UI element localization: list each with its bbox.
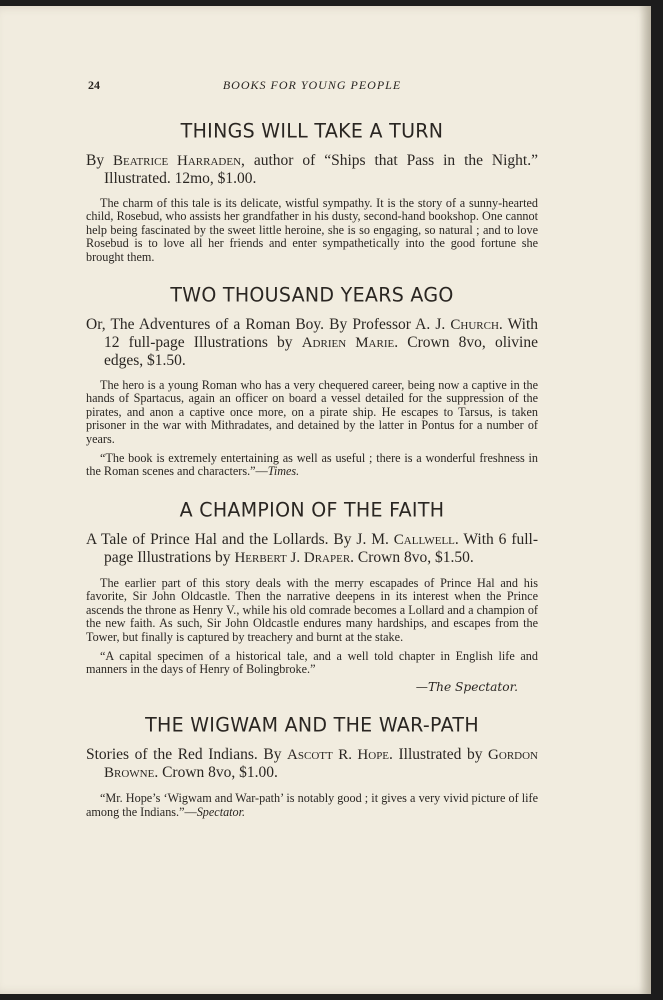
book-page xyxy=(0,6,651,994)
review-quote xyxy=(86,452,538,479)
book-entry-a-champion-of-the-faith xyxy=(86,499,538,694)
page-header xyxy=(86,78,538,96)
byline-text: . With 6 full-page Illustrations by xyxy=(104,530,539,566)
quote-text: “Mr. Hope’s ‘Wigwam and War-path’ is notably good ; it gives a very vivid picture of life among the Indians.”— xyxy=(86,791,538,819)
illustrator-name: Herbert J. Draper xyxy=(234,549,351,566)
review-quote: “A capital specimen of a historical tale, and a well told chapter in English life and manners in the days of Henry of Bolingbroke.” xyxy=(86,648,538,677)
entry-description: The earlier part of this story deals with the merry escapades of Prince Hal and his favorite, Sir John Oldcastle. Then the narrative deepens in its interest when the Prince ascends the throne as Henry V., while his old comrade becomes a Lollard and a champion of the new faith. As such, Sir John Oldcastle endures many hardships, and escapes from the Tower, but finally is captured by treachery and burnt at the stake. xyxy=(86,575,538,644)
book-entry-things-will-take-a-turn xyxy=(86,120,538,264)
author-name: Church xyxy=(450,317,499,334)
illustrator-name: Adrien Marie xyxy=(301,335,395,352)
book-entry-two-thousand-years-ago xyxy=(86,284,538,479)
quote-attribution: —The Spectator. xyxy=(415,679,518,694)
quote-source: Times. xyxy=(267,464,300,479)
byline-text: . Crown 8vo, olivine edges, $1.50. xyxy=(104,334,538,370)
entry-description: The hero is a young Roman who has a very chequered career, being now a captive in the hands of Spartacus, again an officer on board a vessel detailed for the suppression of the pirates, and anon a captive once more, on a pirate ship. He escapes to Tarsus, is taken prisoner in the war with Mithradates, and detained by the latter in Pontus for a number of years. xyxy=(86,378,538,446)
byline-text: Stories of the Red Indians. By xyxy=(86,746,288,764)
page-number: 24 xyxy=(88,78,100,92)
illustrator-name: Gordon Browne xyxy=(104,747,538,782)
entry-title: THINGS WILL TAKE A TURN xyxy=(180,119,444,143)
byline-text: . Illustrated by xyxy=(389,746,489,764)
entry-description: The charm of this tale is its delicate, wistful sympathy. It is the story of a sunny-hearted child, Rosebud, who assists her grandfather in his dusty, second-hand bookshop. One cannot help being fascinated by the sweet little heroine, she is so engaging, so natural ; and to love Rosebud is to love all her friends and enter sympathetically into the good fortune she brought them. xyxy=(86,196,538,264)
byline-text: By xyxy=(86,152,114,169)
entry-byline xyxy=(86,316,538,369)
byline-text: . Crown 8vo, $1.50. xyxy=(350,548,474,566)
author-name: Beatrice Harraden xyxy=(113,153,242,169)
quote-text: “The book is extremely entertaining as well as useful ; there is a wonderful freshness in the Roman scenes and characters.”— xyxy=(86,451,538,479)
byline-text: Or, The Adventures of a Roman Boy. By Professor A. J. xyxy=(86,316,451,334)
entry-title: A CHAMPION OF THE FAITH xyxy=(179,498,445,522)
author-name: Ascott R. Hope xyxy=(287,747,390,764)
entry-byline xyxy=(86,152,538,187)
entry-title: TWO THOUSAND YEARS AGO xyxy=(170,283,454,307)
entry-title: THE WIGWAM AND THE WAR-PATH xyxy=(145,713,479,737)
quote-source: Spectator. xyxy=(196,804,246,819)
entry-byline xyxy=(86,746,538,782)
review-quote xyxy=(86,792,538,819)
author-name: Callwell xyxy=(393,531,455,548)
book-entry-the-wigwam-and-the-war-path xyxy=(86,714,538,819)
running-title: BOOKS FOR YOUNG PEOPLE xyxy=(222,78,402,92)
page-content xyxy=(86,106,538,839)
byline-text: A Tale of Prince Hal and the Lollards. By J. M. xyxy=(86,530,394,548)
entry-byline xyxy=(86,531,538,567)
byline-text: . With 12 full-page Illustrations by xyxy=(104,316,538,352)
byline-text: , author of “Ships that Pass in the Night.” Illustrated. 12mo, $1.00. xyxy=(104,152,538,187)
byline-text: . Crown 8vo, $1.00. xyxy=(154,764,278,782)
